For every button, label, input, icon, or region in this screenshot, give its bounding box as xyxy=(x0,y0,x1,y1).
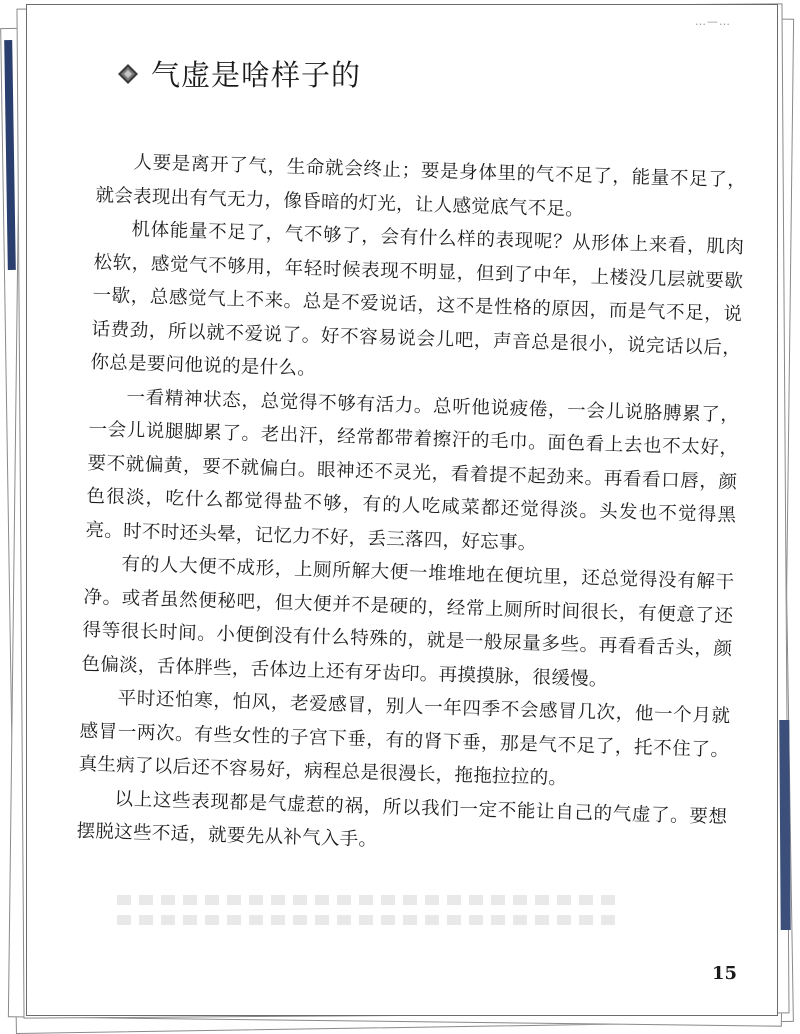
paragraph: 一看精神状态，总觉得不够有活力。总听他说疲倦，一会儿说胳膊累了，一会儿说腿脚累了。老出汗，经常都带着擦汗的毛巾。面色看上去也不太好，要不就偏黄，要不就偏白。眼神还不灵光，看着提不起劲来。再看看口唇，颜色很淡，吃什么都觉得盐不够，有的人吃咸菜都还觉得淡。头发也不觉得黑亮。时不时还头晕，记忆力不好，丢三落四，好忘事。 xyxy=(85,386,740,554)
page-number: 15 xyxy=(711,963,737,984)
paragraph: 机体能量不足了，气不够了，会有什么样的表现呢？从形体上来看，肌肉松软，感觉气不够用，年轻时候表现不明显，但到了中年，上楼没几层就要歇一歇，总感觉气上不来。总是不爱说话，这不是性格的原因，而是气不足，说话费劲，所以就不爱说了。好不容易说会儿吧，声音总是很小，说完话以后，你总是要问他说的是什么。 xyxy=(90,219,745,380)
section-heading xyxy=(117,53,361,94)
running-head: …—… xyxy=(695,15,731,28)
paragraph: 人要是离开了气，生命就会终止；要是身体里的气不足了，能量不足了，就会表现出有气无力，像昏暗的灯光，让人感觉底气不足。 xyxy=(95,152,747,220)
paragraph: 有的人大便不成形，上厕所解大便一堆堆地在便坑里，还总觉得没有解干净。或者虽然便秘吧，但大便并不是硬的，经常上厕所时间很长，有便意了还得等很长时间。小便倒没有什么特殊的，就是一般尿量多些。再看看舌头，颜色偏淡，舌体胖些，舌体边上还有牙齿印。再摸摸脉，很缓慢。 xyxy=(81,553,735,690)
diamond-bullet-icon xyxy=(117,63,139,85)
book-page xyxy=(26,4,778,1016)
bleed-through-text xyxy=(117,885,617,945)
body-text xyxy=(76,145,747,867)
page-title: 气虚是啥样子的 xyxy=(151,58,362,92)
paragraph: 以上这些表现都是气虚惹的祸，所以我们一定不能让自己的气虚了。要想摆脱这些不适，就要先从补气入手。 xyxy=(76,788,728,851)
cover-edge-right xyxy=(779,720,790,930)
paragraph: 平时还怕寒，怕风，老爱感冒，别人一年四季不会感冒几次，他一个月就感冒一两次。有些女性的子宫下垂，有的肾下垂，那是气不足了，托不住了。真生病了以后还不容易好，病程总是很漫长，拖拖拉拉的。 xyxy=(78,687,731,790)
